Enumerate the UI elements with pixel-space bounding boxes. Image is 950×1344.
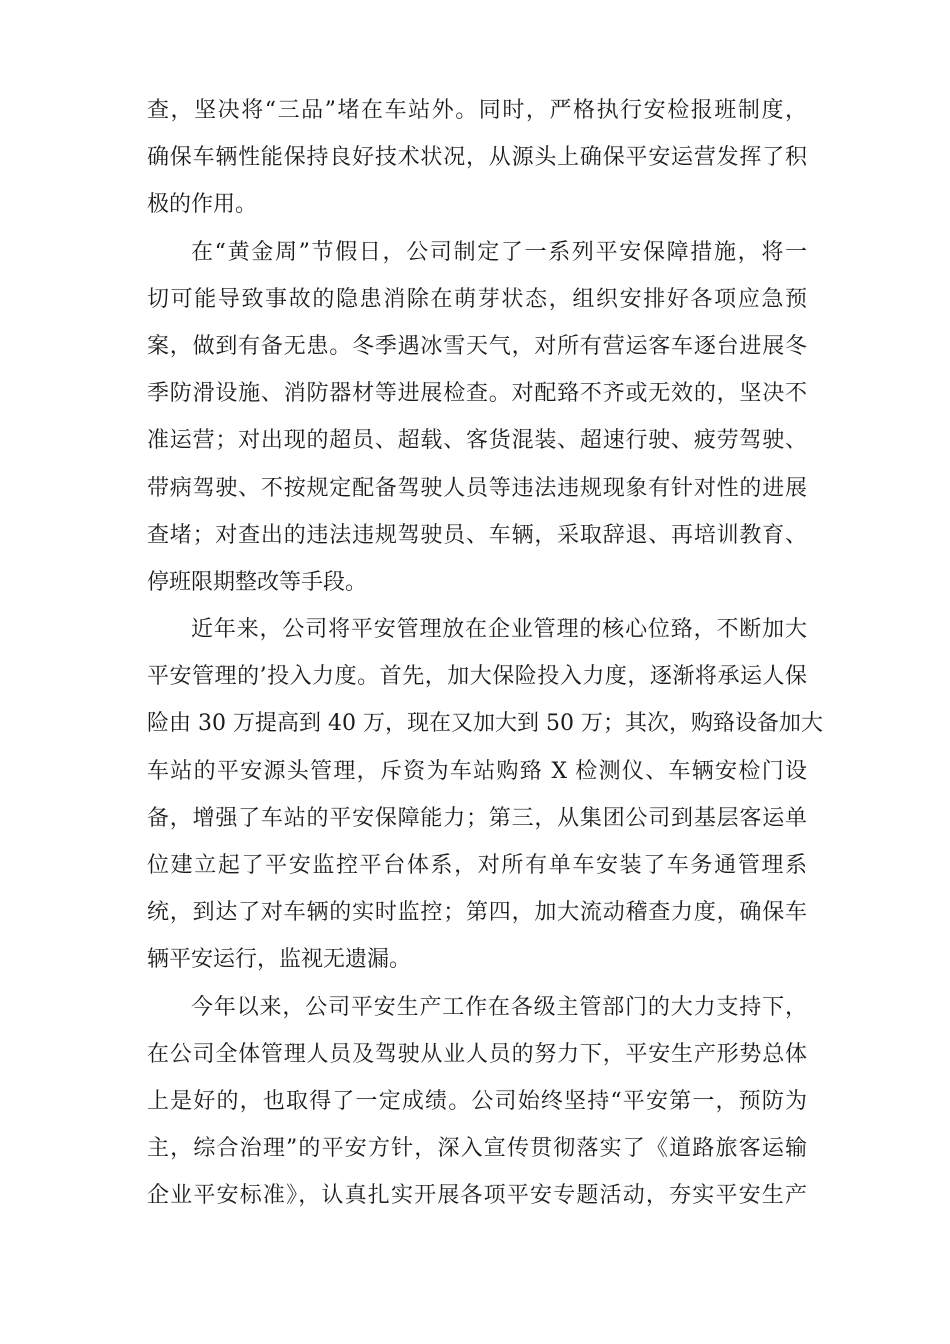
text-line: 企业平安标准》，认真扎实开展各项平安专题活动，夯实平安生产 <box>147 1183 807 1209</box>
text-line: 车站的平安源头管理，斥资为车站购臵 X 检测仪、车辆安检门设 <box>147 758 807 784</box>
text-line: 季防滑设施、消防器材等进展检查。对配臵不齐或无效的，坚决不 <box>147 381 807 407</box>
text-line: 准运营；对出现的超员、超载、客货混装、超速行驶、疲劳驾驶、 <box>147 428 807 454</box>
text-line: 今年以来，公司平安生产工作在各级主管部门的大力支持下， <box>191 994 807 1020</box>
text-line: 平安管理的’投入力度。首先，加大保险投入力度，逐渐将承运人保 <box>147 664 807 690</box>
paragraph-3 <box>147 606 823 984</box>
paragraph-4 <box>147 984 807 1220</box>
document-body <box>147 87 823 1220</box>
paragraph-1 <box>147 87 807 229</box>
text-line: 辆平安运行，监视无遗漏。 <box>147 947 412 973</box>
text-line: 位建立起了平安监控平台体系，对所有单车安装了车务通管理系 <box>147 853 807 878</box>
text-line: 近年来，公司将平安管理放在企业管理的核心位臵，不断加大 <box>191 617 807 643</box>
text-line: 案，做到有备无患。冬季遇冰雪天气，对所有营运客车逐台进展冬 <box>147 333 807 359</box>
text-line: 极的作用。 <box>147 192 258 218</box>
text-line: 停班限期整改等手段。 <box>147 569 368 595</box>
text-line: 查堵；对查出的违法违规驾驶员、车辆，采取辞退、再培训教育、 <box>147 522 807 548</box>
text-line: 确保车辆性能保持良好技术状况，从源头上确保平安运营发挥了积 <box>147 145 807 171</box>
text-line: 备，增强了车站的平安保障能力；第三，从集团公司到基层客运单 <box>147 805 807 831</box>
text-line: 在“黄金周”节假日，公司制定了一系列平安保障措施，将一 <box>191 239 807 265</box>
text-line: 统，到达了对车辆的实时监控；第四，加大流动稽查力度，确保车 <box>147 900 807 926</box>
text-line: 上是好的，也取得了一定成绩。公司始终坚持“平安第一，预防为 <box>147 1088 807 1114</box>
text-line: 切可能导致事故的隐患消除在萌芽状态，组织安排好各项应急预 <box>147 286 807 312</box>
text-line: 险由 30 万提高到 40 万，现在又加大到 50 万；其次，购臵设备加大 <box>147 711 823 737</box>
text-line: 在公司全体管理人员及驾驶从业人员的努力下，平安生产形势总体 <box>147 1041 807 1067</box>
text-line: 主，综合治理”的平安方针，深入宣传贯彻落实了《道路旅客运输 <box>147 1136 807 1162</box>
text-line: 带病驾驶、不按规定配备驾驶人员等违法违规现象有针对性的进展 <box>147 475 807 501</box>
text-line: 查，坚决将“三品”堵在车站外。同时，严格执行安检报班制度， <box>147 98 807 123</box>
paragraph-2 <box>147 229 807 607</box>
